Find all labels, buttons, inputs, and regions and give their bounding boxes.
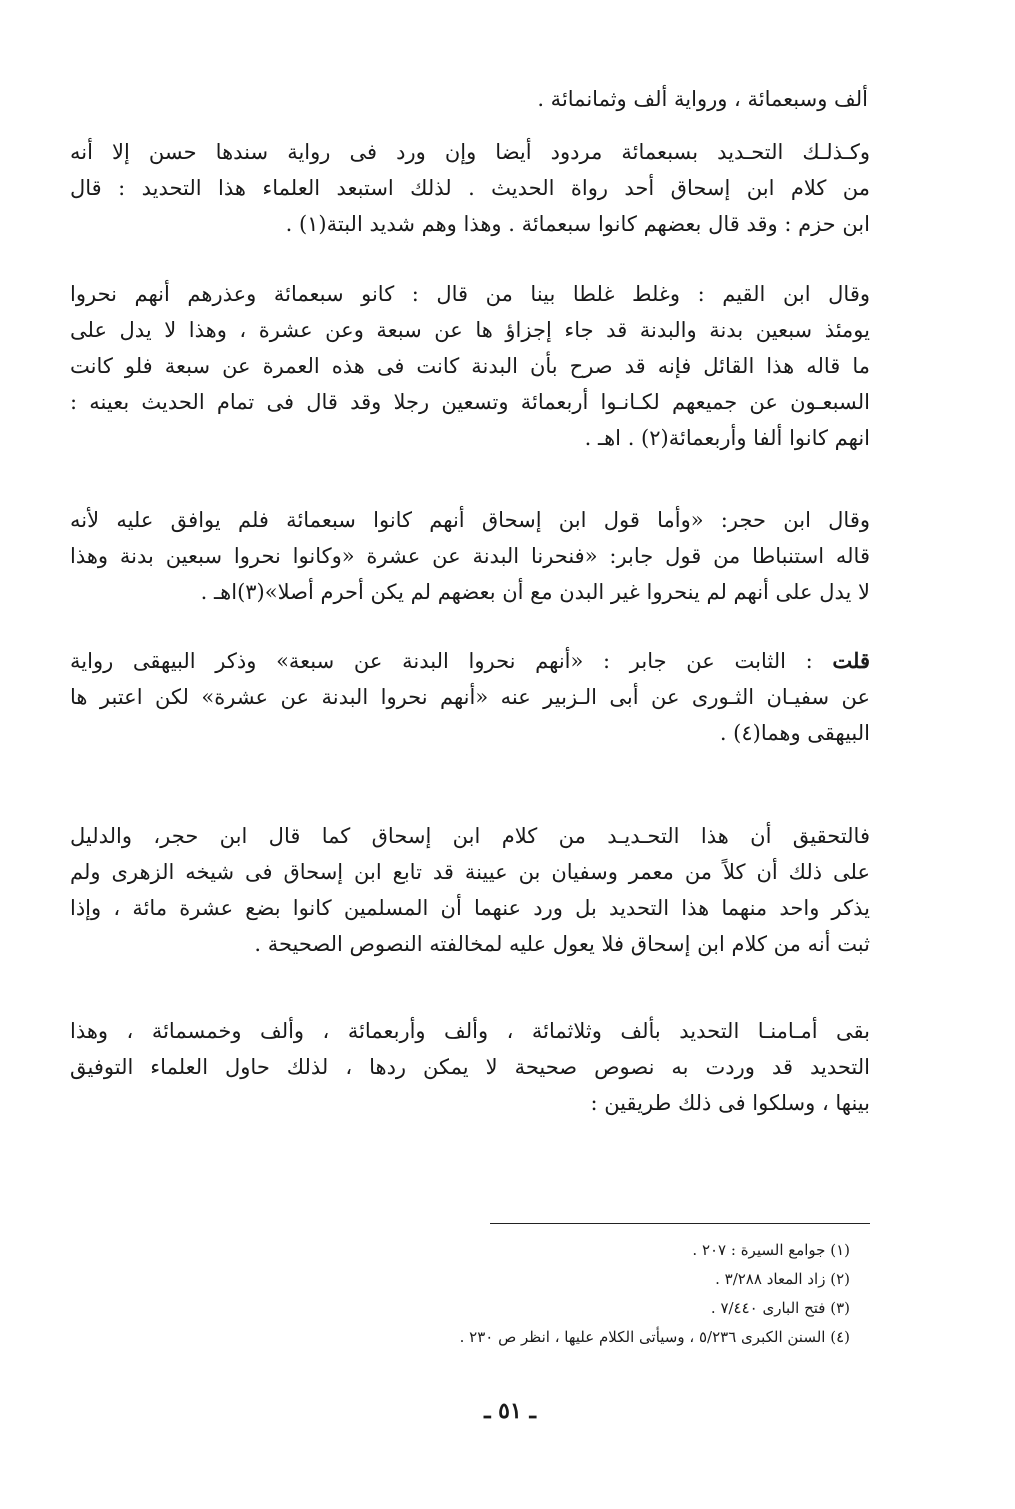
page-number: ـ ٥١ ـ	[484, 1398, 536, 1424]
footnotes	[300, 1236, 850, 1352]
footnote-2: (٢) زاد المعاد ٣/٢٨٨ .	[715, 1270, 850, 1288]
paragraph-7	[70, 1013, 870, 1121]
paragraph-6	[70, 818, 870, 962]
text-line: على ذلك أن كلاً من معمر وسفيان بن عيينة قد تابع ابن إسحاق فى شيخه الزهرى ولم	[70, 860, 870, 884]
text-line: بقى أمـامنـا التحديد بألف وثلاثمائة ، وألف وأربعمائة ، وألف وخمسمائة ، وهذا	[70, 1019, 870, 1043]
text-line: السبعـون عن جميعهم لكـانـوا أربعمائة وتسعين رجلا وقد قال فى تمام الحديث بعينه :	[70, 390, 870, 414]
text-line: ما قاله هذا القائل فإنه قد صرح بأن البدنة كانت فى هذه العمرة عن سبعة فلو كانت	[70, 354, 870, 378]
paragraph-4	[70, 502, 870, 610]
footnote-3: (٣) فتح البارى ٧/٤٤٠ .	[710, 1299, 850, 1317]
text-line: ثبت أنه من كلام ابن إسحاق فلا يعول عليه لمخالفته النصوص الصحيحة .	[254, 932, 870, 956]
text-line: البيهقى وهما(٤) .	[719, 721, 870, 745]
text-line: قاله استنباطا من قول جابر: «فنحرنا البدنة عن عشرة «وكانوا نحروا سبعين بدنة وهذا	[70, 544, 870, 568]
line-rest: : الثابت عن جابر : «أنهم نحروا البدنة عن سبعة» وذكر البيهقى رواية	[70, 649, 833, 673]
text-line: يومئذ سبعين بدنة والبدنة قد جاء إجزاؤ ها عن سبعة وعن عشرة ، وهذا لا يدل على	[70, 318, 870, 342]
paragraph-3	[70, 276, 870, 456]
text-line: وقال ابن القيم : وغلط غلطا بينا من قال : كانو سبعمائة وعذرهم أنهم نحروا	[70, 282, 870, 306]
text-line: ابن حزم : وقد قال بعضهم كانوا سبعمائة . وهذا وهم شديد البتة(١) .	[285, 212, 870, 236]
text-line: وقال ابن حجر: «وأما قول ابن إسحاق أنهم كانوا سبعمائة فلم يوافق عليه لأنه	[70, 508, 870, 532]
text-line: عن سفيـان الثـورى عن أبى الـزبير عنه «أنهم نحروا البدنة عن عشرة» لكن اعتبر ها	[70, 685, 870, 709]
text-line: وكـذلـك التحـديد بسبعمائة مردود أيضا وإن ورد فى رواية سندها حسن إلا أنه	[70, 140, 870, 164]
footnote-4: (٤) السنن الكبرى ٥/٢٣٦ ، وسيأتى الكلام عليها ، انظر ص ٢٣٠ .	[459, 1328, 850, 1346]
footnote-1: (١) جوامع السيرة : ٢٠٧ .	[692, 1241, 850, 1259]
text-line: من كلام ابن إسحاق أحد رواة الحديث . لذلك استبعد العلماء هذا التحديد : قال	[70, 176, 870, 200]
paragraph-5	[70, 643, 870, 751]
text-line: بينها ، وسلكوا فى ذلك طريقين :	[590, 1091, 870, 1115]
footnote-divider	[490, 1223, 870, 1224]
text-line: التحديد قد وردت به نصوص صحيحة لا يمكن ردها ، لذلك حاول العلماء التوفيق	[70, 1055, 870, 1079]
text-line: لا يدل على أنهم لم ينحروا غير البدن مع أن بعضهم لم يكن أحرم أصلا»(٣)اهـ .	[200, 580, 870, 604]
text-line	[70, 643, 870, 679]
lead-word: قلت	[832, 648, 870, 673]
text-line: فالتحقيق أن هذا التحـديـد من كلام ابن إسحاق كما قال ابن حجر، والدليل	[70, 824, 870, 848]
text-line: انهم كانوا ألفا وأربعمائة(٢) . اهـ .	[584, 426, 870, 450]
paragraph-1	[70, 81, 870, 117]
text-line: يذكر واحد منهما هذا التحديد بل ورد عنهما أن المسلمين كانوا بضع عشرة مائة ، وإذا	[70, 896, 870, 920]
paragraph-2	[70, 134, 870, 242]
text-line: ألف وسبعمائة ، ورواية ألف وثمانمائة .	[537, 87, 868, 111]
